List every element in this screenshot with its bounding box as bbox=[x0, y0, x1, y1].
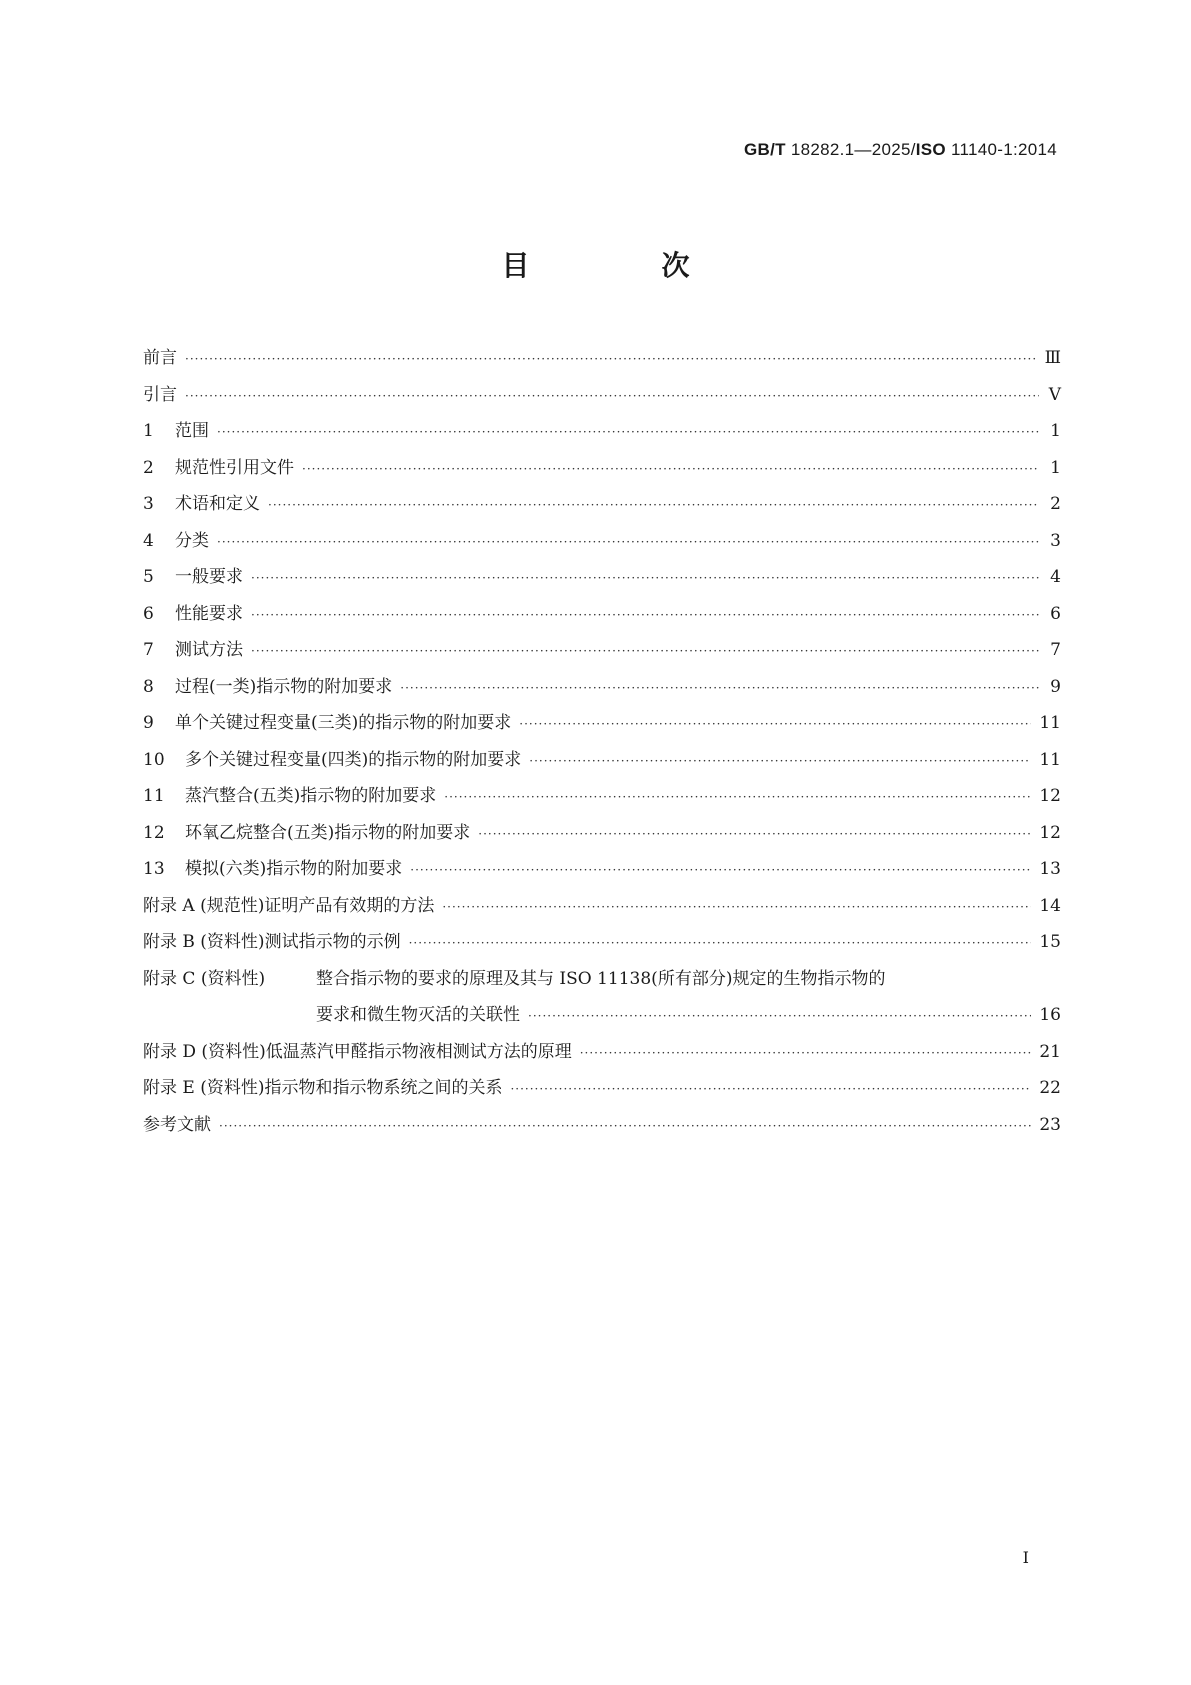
toc-entry-number: 5 bbox=[143, 567, 154, 587]
dot-leader bbox=[442, 889, 1031, 926]
table-of-contents bbox=[143, 340, 1061, 1143]
toc-entry-11[interactable] bbox=[143, 778, 1061, 815]
toc-entry-bibliography[interactable] bbox=[143, 1107, 1061, 1144]
toc-entry-page: 7 bbox=[1050, 640, 1061, 660]
dot-leader bbox=[219, 1108, 1031, 1145]
toc-entry-title: 过程(一类)指示物的附加要求 bbox=[175, 676, 393, 697]
toc-entry-page: Ⅴ bbox=[1048, 384, 1061, 405]
dot-leader bbox=[519, 706, 1031, 743]
toc-entry-title: 规范性引用文件 bbox=[175, 457, 294, 478]
toc-entry-5[interactable] bbox=[143, 559, 1061, 596]
standard-code-prefix: GB/T bbox=[744, 140, 786, 159]
annex-title: 测试指示物的示例 bbox=[264, 932, 401, 952]
annex-label: 附录 B (资料性) bbox=[143, 932, 265, 952]
dot-leader bbox=[268, 487, 1039, 524]
toc-entry-13[interactable] bbox=[143, 851, 1061, 888]
annex-title: 整合指示物的要求的原理及其与 ISO 11138(所有部分)规定的生物指示物的 bbox=[316, 968, 886, 989]
toc-entry-number: 1 bbox=[143, 421, 154, 441]
toc-entry-page: 6 bbox=[1050, 603, 1061, 624]
toc-entry-title: 参考文献 bbox=[143, 1114, 211, 1135]
dot-leader bbox=[529, 743, 1031, 780]
annex-label: 附录 A (规范性) bbox=[143, 895, 265, 916]
toc-entry-page: 9 bbox=[1050, 676, 1061, 697]
toc-annex-b[interactable] bbox=[143, 924, 1061, 961]
toc-title: 目 次 bbox=[501, 249, 742, 282]
toc-entry-page: 2 bbox=[1050, 494, 1061, 514]
toc-entry-number: 4 bbox=[143, 530, 154, 551]
toc-entry-page: 22 bbox=[1039, 1078, 1061, 1098]
annex-label: 附录 D (资料性) bbox=[143, 1041, 266, 1062]
dot-leader bbox=[510, 1071, 1031, 1108]
toc-entry-introduction[interactable] bbox=[143, 377, 1061, 414]
dot-leader bbox=[251, 560, 1039, 597]
iso-prefix: ISO bbox=[915, 140, 946, 159]
toc-entry-7[interactable] bbox=[143, 632, 1061, 669]
standard-code-number: 18282.1—2025/ bbox=[790, 140, 916, 159]
annex-title: 证明产品有效期的方法 bbox=[264, 895, 435, 916]
toc-entry-10[interactable] bbox=[143, 742, 1061, 779]
toc-entry-title: 单个关键过程变量(三类)的指示物的附加要求 bbox=[175, 713, 512, 733]
toc-entry-3[interactable] bbox=[143, 486, 1061, 523]
toc-entry-12[interactable] bbox=[143, 815, 1061, 852]
toc-entry-title: 蒸汽整合(五类)指示物的附加要求 bbox=[185, 786, 437, 806]
toc-entry-page: 12 bbox=[1039, 822, 1061, 843]
toc-entry-title: 前言 bbox=[143, 348, 177, 368]
toc-entry-number: 10 bbox=[143, 749, 165, 770]
toc-entry-number: 13 bbox=[143, 859, 165, 879]
dot-leader bbox=[478, 816, 1031, 853]
dot-leader bbox=[251, 597, 1039, 634]
toc-entry-page: 21 bbox=[1039, 1041, 1061, 1062]
toc-entry-number: 6 bbox=[143, 603, 154, 624]
toc-entry-number: 8 bbox=[143, 676, 154, 697]
toc-entry-8[interactable] bbox=[143, 669, 1061, 706]
dot-leader bbox=[302, 451, 1039, 488]
toc-entry-page: 3 bbox=[1050, 530, 1061, 551]
dot-leader bbox=[185, 341, 1037, 378]
toc-entry-title: 性能要求 bbox=[175, 603, 243, 624]
toc-entry-1[interactable] bbox=[143, 413, 1061, 450]
annex-title: 指示物和指示物系统之间的关系 bbox=[264, 1078, 503, 1098]
dot-leader bbox=[444, 779, 1031, 816]
toc-entry-number: 12 bbox=[143, 822, 165, 843]
toc-entry-title: 一般要求 bbox=[175, 567, 243, 587]
annex-label: 附录 E (资料性) bbox=[143, 1078, 265, 1098]
dot-leader bbox=[410, 852, 1031, 889]
toc-entry-title: 多个关键过程变量(四类)的指示物的附加要求 bbox=[185, 749, 522, 770]
toc-entry-page: 1 bbox=[1050, 457, 1061, 478]
toc-entry-4[interactable] bbox=[143, 523, 1061, 560]
dot-leader bbox=[528, 998, 1031, 1035]
toc-entry-page: Ⅲ bbox=[1044, 348, 1061, 368]
standard-code bbox=[744, 140, 1057, 160]
toc-entry-title: 术语和定义 bbox=[175, 494, 260, 514]
dot-leader bbox=[217, 414, 1039, 451]
dot-leader bbox=[251, 633, 1039, 670]
toc-entry-title: 分类 bbox=[175, 530, 209, 551]
toc-entry-number: 2 bbox=[143, 457, 154, 478]
toc-entry-page: 23 bbox=[1039, 1114, 1061, 1135]
toc-entry-2[interactable] bbox=[143, 450, 1061, 487]
toc-entry-title: 模拟(六类)指示物的附加要求 bbox=[185, 859, 403, 879]
toc-entry-title: 环氧乙烷整合(五类)指示物的附加要求 bbox=[185, 822, 471, 843]
toc-annex-a[interactable] bbox=[143, 888, 1061, 925]
toc-entry-title: 引言 bbox=[143, 384, 177, 405]
toc-entry-number: 3 bbox=[143, 494, 154, 514]
toc-entry-page: 13 bbox=[1039, 859, 1061, 879]
toc-entry-page: 11 bbox=[1039, 749, 1061, 770]
toc-entry-page: 15 bbox=[1039, 932, 1061, 952]
toc-entry-number: 11 bbox=[143, 786, 165, 806]
dot-leader bbox=[400, 670, 1039, 707]
toc-entry-title: 范围 bbox=[175, 421, 209, 441]
iso-code-number: 11140-1:2014 bbox=[950, 140, 1057, 159]
toc-entry-page: 4 bbox=[1050, 567, 1061, 587]
toc-entry-9[interactable] bbox=[143, 705, 1061, 742]
toc-annex-c[interactable] bbox=[143, 961, 1061, 998]
toc-entry-page: 14 bbox=[1039, 895, 1061, 916]
toc-entry-page: 1 bbox=[1050, 421, 1061, 441]
toc-annex-c-continued[interactable] bbox=[143, 997, 1061, 1034]
dot-leader bbox=[409, 925, 1032, 962]
toc-entry-6[interactable] bbox=[143, 596, 1061, 633]
page-number: Ⅰ bbox=[1022, 1548, 1029, 1567]
toc-entry-page: 16 bbox=[1039, 1005, 1061, 1025]
toc-entry-title: 测试方法 bbox=[175, 640, 243, 660]
dot-leader bbox=[185, 378, 1039, 415]
toc-entry-foreword[interactable] bbox=[143, 340, 1061, 377]
dot-leader bbox=[217, 524, 1039, 561]
dot-leader bbox=[580, 1035, 1032, 1072]
annex-title-continued: 要求和微生物灭活的关联性 bbox=[316, 1005, 520, 1025]
annex-title: 低温蒸汽甲醛指示物液相测试方法的原理 bbox=[265, 1041, 572, 1062]
toc-annex-e[interactable] bbox=[143, 1070, 1061, 1107]
toc-entry-number: 7 bbox=[143, 640, 154, 660]
toc-entry-page: 12 bbox=[1039, 786, 1061, 806]
toc-annex-d[interactable] bbox=[143, 1034, 1061, 1071]
toc-entry-page: 11 bbox=[1039, 713, 1061, 733]
toc-entry-number: 9 bbox=[143, 713, 154, 733]
annex-label: 附录 C (资料性) bbox=[143, 968, 266, 989]
